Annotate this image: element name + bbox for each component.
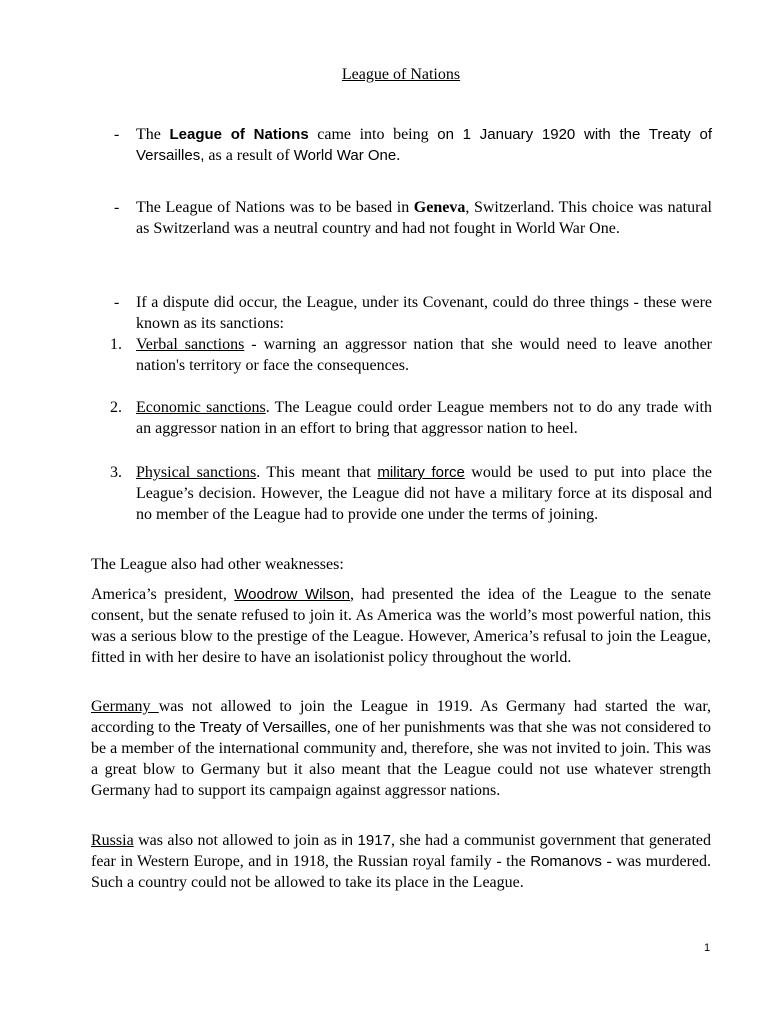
germany-link[interactable]: Germany (91, 698, 159, 715)
russia-link[interactable]: Russia (91, 832, 134, 849)
list-number: 1. (110, 336, 122, 353)
list-number: 3. (110, 464, 122, 481)
bullet-paragraph-founding: The League of Nations came into being on 1 January 1920 with the Treaty of Versailles, as a result of World War One. (136, 126, 713, 164)
verbal-sanctions-link[interactable]: Verbal sanctions (136, 336, 245, 353)
sanction-economic: Economic sanctions. The League could order League members not to do any trade with an aggressor nation in an effort to bring that aggressor nation to heel. (136, 399, 712, 437)
page-title: League of Nations (341, 66, 461, 83)
paragraph-germany: Germany was not allowed to join the League in 1919. As Germany had started the war, according to the Treaty of Versailles, one of her punishments was that she was not considered to be a member of the international community and, therefore, she was not invited to join. This was a great blow to Germany but it also meant that the League could not use whatever strength Germany had to support its campaign against aggressor nations. (91, 698, 712, 799)
bullet-marker: - (114, 199, 120, 216)
economic-sanctions-link[interactable]: Economic sanctions (136, 399, 266, 416)
bullet-marker: - (114, 294, 120, 311)
bullet-paragraph-sanctions-intro: If a dispute did occur, the League, under its Covenant, could do three things - these were known as its sanctions: (136, 294, 712, 332)
bullet-paragraph-geneva: The League of Nations was to be based in Geneva, Switzerland. This choice was natural as Switzerland was a neutral country and had not fought in World War One. (136, 199, 712, 237)
page-number: 1 (704, 942, 711, 954)
paragraph-russia: Russia was also not allowed to join as in 1917, she had a communist government that generated fear in Western Europe, and in 1918, the Russian royal family - the Romanovs - was murdered. Such a country could not be allowed to take its place in the League. (91, 832, 711, 891)
physical-sanctions-link[interactable]: Physical sanctions (136, 464, 257, 481)
bullet-marker: - (114, 126, 120, 143)
weaknesses-intro: The League also had other weaknesses: (91, 556, 344, 573)
sanction-verbal: Verbal sanctions - warning an aggressor nation that she would need to leave another nation's territory or face the consequences. (136, 336, 712, 374)
sanction-physical: Physical sanctions. This meant that military force would be used to put into place the League’s decision. However, the League did not have a military force at its disposal and no member of the League had to provide one under the terms of joining. (136, 464, 713, 523)
geneva-bold: Geneva (413, 199, 466, 216)
military-force-link[interactable]: military force (377, 464, 465, 481)
paragraph-america: America’s president, Woodrow Wilson, had presented the idea of the League to the senate consent, but the senate refused to join it. As America was the world’s most powerful nation, this was a serious blow to the prestige of the League. However, America’s refusal to join the League, fitted in with her desire to have an isolationist policy throughout the world. (91, 586, 711, 666)
league-of-nations-bold: League of Nations (169, 126, 309, 143)
woodrow-wilson-link[interactable]: Woodrow Wilson (234, 586, 351, 603)
list-number: 2. (110, 399, 122, 416)
